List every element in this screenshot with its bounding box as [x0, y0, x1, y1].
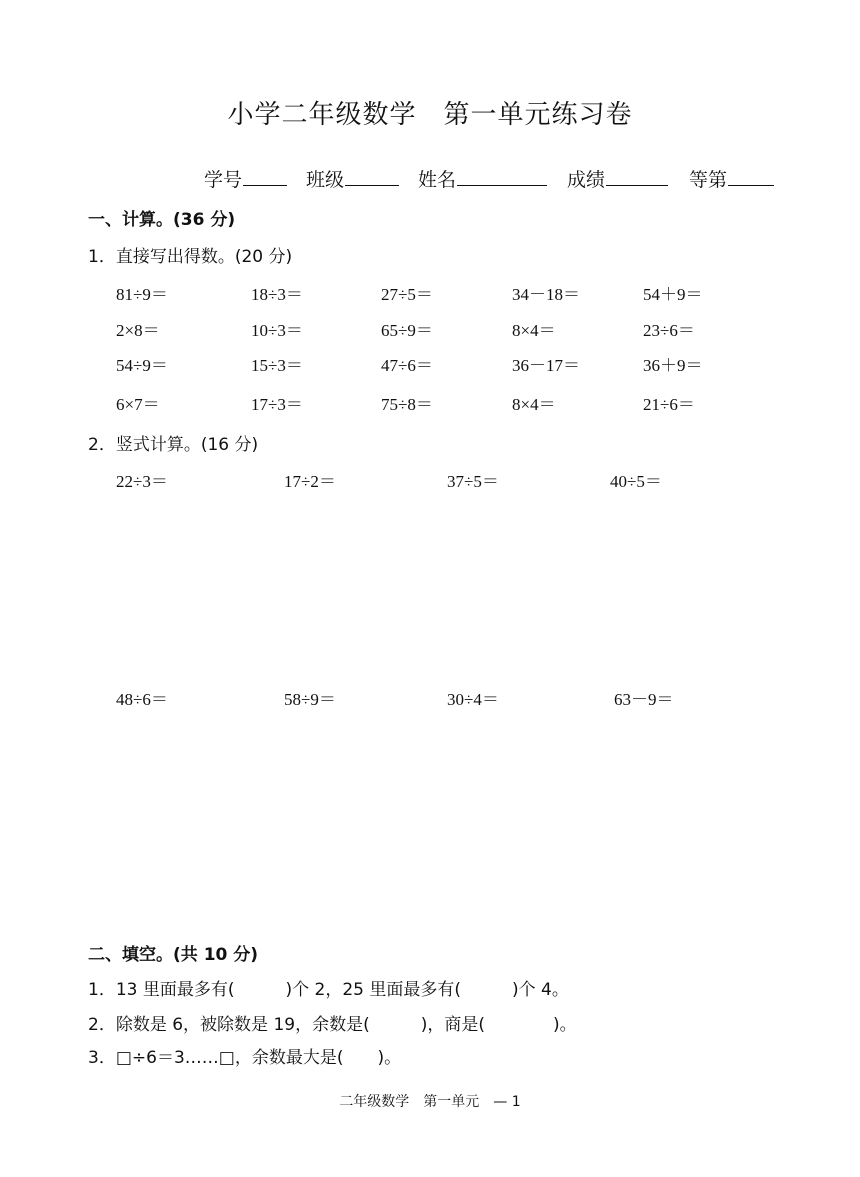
grade-blank [728, 167, 774, 186]
score-label: 成绩 [567, 169, 606, 191]
q2-problem: 17÷2＝ [284, 472, 336, 491]
q1-problem: 27÷5＝ [381, 285, 433, 304]
q2-label: 2．竖式计算。(16 分) [88, 435, 259, 455]
q1-problem: 36＋9＝ [643, 356, 703, 375]
class-field [306, 165, 399, 192]
fill-in-item: 1．13 里面最多有( )个 2，25 里面最多有( )个 4。 [88, 980, 569, 1000]
q1-problem: 8×4＝ [512, 321, 556, 340]
fill-in-item: 3．□÷6＝3……□，余数最大是( )。 [88, 1048, 402, 1068]
q1-problem: 21÷6＝ [643, 395, 695, 414]
student-no-field [204, 165, 287, 192]
page-title: 小学二年级数学 第一单元练习卷 [227, 100, 633, 130]
class-blank [345, 167, 399, 186]
q1-problem: 36－17＝ [512, 356, 580, 375]
q2-problem: 40÷5＝ [610, 472, 662, 491]
q1-problem: 2×8＝ [116, 321, 160, 340]
student-no-label: 学号 [204, 169, 243, 191]
q2-problem: 48÷6＝ [116, 690, 168, 709]
grade-label: 等第 [689, 169, 728, 191]
page-footer: 二年级数学 第一单元 — 1 [339, 1094, 521, 1110]
student-no-blank [243, 167, 287, 186]
q1-problem: 54÷9＝ [116, 356, 168, 375]
q1-problem: 65÷9＝ [381, 321, 433, 340]
q1-problem: 10÷3＝ [251, 321, 303, 340]
score-field [567, 165, 668, 192]
name-field [418, 165, 547, 192]
score-blank [606, 167, 668, 186]
q1-problem: 15÷3＝ [251, 356, 303, 375]
section1-heading: 一、计算。(36 分) [88, 210, 236, 230]
q1-problem: 18÷3＝ [251, 285, 303, 304]
q2-problem: 63－9＝ [614, 690, 674, 709]
q1-problem: 54＋9＝ [643, 285, 703, 304]
name-label: 姓名 [418, 169, 457, 191]
section2-heading: 二、填空。(共 10 分) [88, 945, 259, 965]
class-label: 班级 [306, 169, 345, 191]
q1-problem: 47÷6＝ [381, 356, 433, 375]
q2-problem: 58÷9＝ [284, 690, 336, 709]
q1-problem: 23÷6＝ [643, 321, 695, 340]
q1-problem: 6×7＝ [116, 395, 160, 414]
q2-problem: 30÷4＝ [447, 690, 499, 709]
q1-problem: 17÷3＝ [251, 395, 303, 414]
q1-label: 1．直接写出得数。(20 分) [88, 247, 293, 267]
q2-problem: 37÷5＝ [447, 472, 499, 491]
q1-problem: 81÷9＝ [116, 285, 168, 304]
q2-problem: 22÷3＝ [116, 472, 168, 491]
name-blank [457, 167, 547, 186]
q1-problem: 8×4＝ [512, 395, 556, 414]
grade-field [689, 165, 774, 192]
q1-problem: 34－18＝ [512, 285, 580, 304]
fill-in-item: 2．除数是 6，被除数是 19，余数是( )，商是( )。 [88, 1015, 577, 1035]
q1-problem: 75÷8＝ [381, 395, 433, 414]
